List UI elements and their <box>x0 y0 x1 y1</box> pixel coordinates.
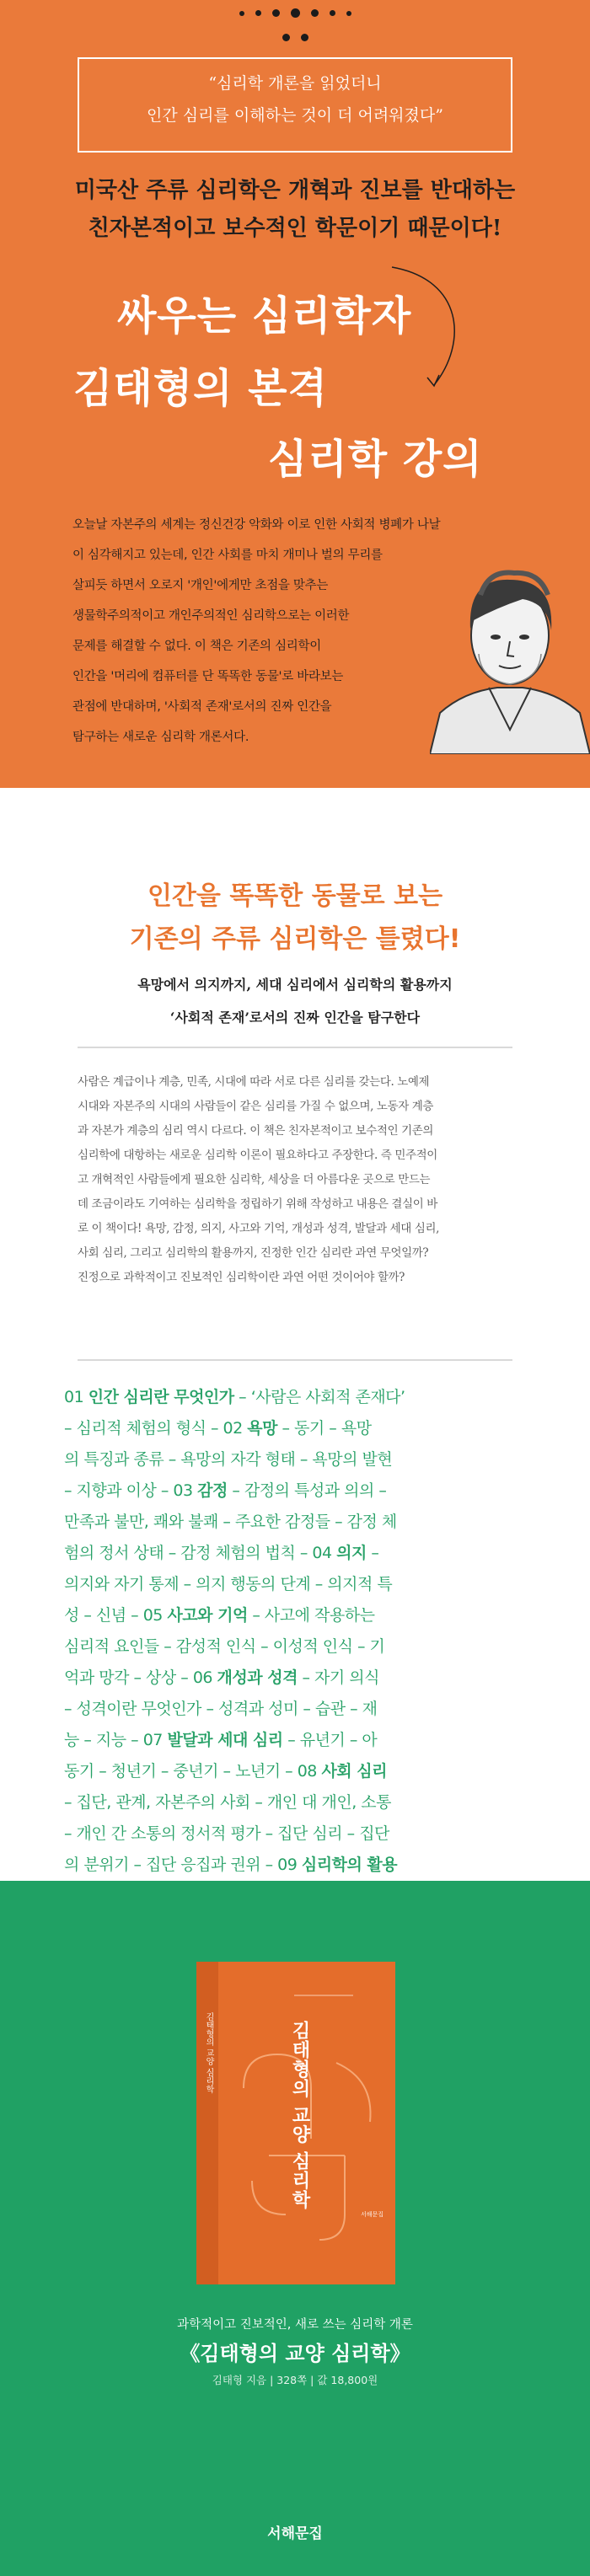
toc-line: – 집단, 관계, 자본주의 사회 – 개인 대 개인, 소통 <box>64 1793 391 1812</box>
intro-line: 탐구하는 새로운 심리학 개론서다. <box>72 731 249 744</box>
hero-section <box>0 0 590 788</box>
toc-line: 험의 정서 상태 – 감정 체험의 법칙 – 04 의지 – <box>64 1544 379 1562</box>
toc-line: 심리적 요인들 – 감성적 인식 – 이성적 인식 – 기 <box>64 1637 385 1656</box>
book-cover-image <box>196 1962 395 2284</box>
intro-line: 오늘날 자본주의 세계는 정신건강 악화와 이로 인한 사회적 병폐가 나날 <box>72 518 441 532</box>
toc-line: 의 분위기 – 집단 응집과 권위 – 09 심리학의 활용 <box>64 1856 398 1874</box>
description-paragraph <box>78 1070 512 1290</box>
toc-line: 성 – 신념 – 05 사고와 기억 – 사고에 작용하는 <box>64 1606 375 1625</box>
divider <box>78 1047 512 1048</box>
book-caption-meta: 김태형 지음 | 328쪽 | 값 18,800원 <box>212 2374 378 2386</box>
title-line-2: 김태형의 본격 <box>73 365 328 412</box>
intro-line: 문제를 해결할 수 없다. 이 책은 기존의 심리학이 <box>72 640 321 653</box>
curved-arrow-icon <box>384 263 476 398</box>
intro-line: 이 심각해지고 있는데, 인간 사회를 마치 개미나 벌의 무리를 <box>72 549 383 562</box>
dots-decoration-row2 <box>0 34 590 41</box>
body-line: 고 개혁적인 사람들에게 필요한 심리학, 세상을 더 아름다운 곳으로 만드는 <box>78 1173 431 1186</box>
book-cover-title: 김태형의 교양 심리학 <box>289 2021 311 2210</box>
author-portrait <box>430 561 590 754</box>
toc-line: – 성격이란 무엇인가 – 성격과 성미 – 습관 – 재 <box>64 1700 378 1718</box>
body-line: 심리학에 대항하는 새로운 심리학 이론이 필요하다고 주장한다. 즉 민주적이 <box>78 1149 437 1162</box>
lead-line-2: 친자본적이고 보수적인 학문이기 때문이다! <box>88 216 502 241</box>
title-line-1: 싸우는 심리학자 <box>117 292 412 340</box>
body-line: 사회 심리, 그리고 심리학의 활용까지, 진정한 인간 심리란 과연 무엇일까? <box>78 1246 429 1260</box>
toc-line: 만족과 불만, 쾌와 불쾌 – 주요한 감정들 – 감정 체 <box>64 1513 397 1531</box>
toc-line: 01 인간 심리란 무엇인가 – ‘사람은 사회적 존재다’ <box>64 1388 405 1406</box>
toc-line: 동기 – 청년기 – 중년기 – 노년기 – 08 사회 심리 <box>64 1762 387 1781</box>
intro-line: 관점에 반대하며, '사회적 존재'로서의 진짜 인간을 <box>72 700 332 714</box>
body-line: 사람은 계급이나 계층, 민족, 시대에 따라 서로 다른 심리를 갖는다. 노예제 <box>78 1075 430 1089</box>
toc-line: 능 – 지능 – 07 발달과 세대 심리 – 유년기 – 아 <box>64 1731 378 1749</box>
toc-line: 의지와 자기 통제 – 의지 행동의 단계 – 의지적 특 <box>64 1575 393 1593</box>
body-line: 진정으로 과학적이고 진보적인 심리학이란 과연 어떤 것이어야 할까? <box>78 1271 405 1284</box>
toc-line: 의 특징과 종류 – 욕망의 자각 형태 – 욕망의 발현 <box>64 1450 393 1469</box>
book-cover-publisher: 서해문집 <box>360 2211 384 2218</box>
book-caption-title: 《김태형의 교양 심리학》 <box>180 2342 410 2365</box>
quote-line-2: 인간 심리를 이해하는 것이 더 어려워졌다” <box>147 106 443 125</box>
body-line: 시대와 자본주의 시대의 사람들이 같은 심리를 가질 수 없으며, 노동자 계층 <box>78 1100 434 1113</box>
quote-box <box>78 57 512 153</box>
body-line: 데 조금이라도 기여하는 심리학을 정립하기 위해 작성하고 내용은 결실이 바 <box>78 1197 437 1211</box>
lead-line-1: 미국산 주류 심리학은 개혁과 진보를 반대하는 <box>74 178 516 203</box>
book-caption-tagline: 과학적이고 진보적인, 새로 쓰는 심리학 개론 <box>177 2318 413 2332</box>
publisher-logo: 서해문집 <box>267 2525 323 2542</box>
toc-line: – 심리적 체험의 형식 – 02 욕망 – 동기 – 욕망 <box>64 1419 372 1438</box>
headline-line-1: 인간을 똑똑한 동물로 보는 <box>147 881 443 911</box>
intro-line: 생물학주의적이고 개인주의적인 심리학으로는 이러한 <box>72 609 350 623</box>
book-spine-title: 김태형의 교양 심리학 <box>204 2012 213 2094</box>
headline-line-2: 기존의 주류 심리학은 틀렸다! <box>129 924 461 954</box>
body-line: 로 이 책이다! 욕망, 감정, 의지, 사고와 기억, 개성과 성격, 발달과 세대 심리, <box>78 1222 440 1235</box>
toc-line: – 지향과 이상 – 03 감정 – 감정의 특성과 의의 – <box>64 1481 387 1500</box>
quote-line-1: “심리학 개론을 읽었더니 <box>208 74 382 93</box>
dots-decoration <box>0 8 590 18</box>
subheadline-line-2: ‘사회적 존재’로서의 진짜 인간을 탐구한다 <box>169 1010 421 1026</box>
table-of-contents <box>64 1382 533 1943</box>
body-line: 과 자본가 계층의 심리 역시 다르다. 이 책은 친자본적이고 보수적인 기존의 <box>78 1124 434 1138</box>
book-spine <box>196 1962 218 2284</box>
intro-line: 살피듯 하면서 오로지 '개인'에게만 초점을 맞추는 <box>72 579 329 592</box>
divider <box>78 1359 512 1361</box>
toc-line: 억과 망각 – 상상 – 06 개성과 성격 – 자기 의식 <box>64 1668 379 1687</box>
title-line-3: 심리학 강의 <box>268 436 483 483</box>
intro-line: 인간을 '머리에 컴퓨터를 단 똑똑한 동물'로 바라보는 <box>72 670 344 683</box>
subheadline-line-1: 욕망에서 의지까지, 세대 심리에서 심리학의 활용까지 <box>137 977 453 993</box>
toc-line: – 개인 간 소통의 정서적 평가 – 집단 심리 – 집단 <box>64 1824 389 1843</box>
